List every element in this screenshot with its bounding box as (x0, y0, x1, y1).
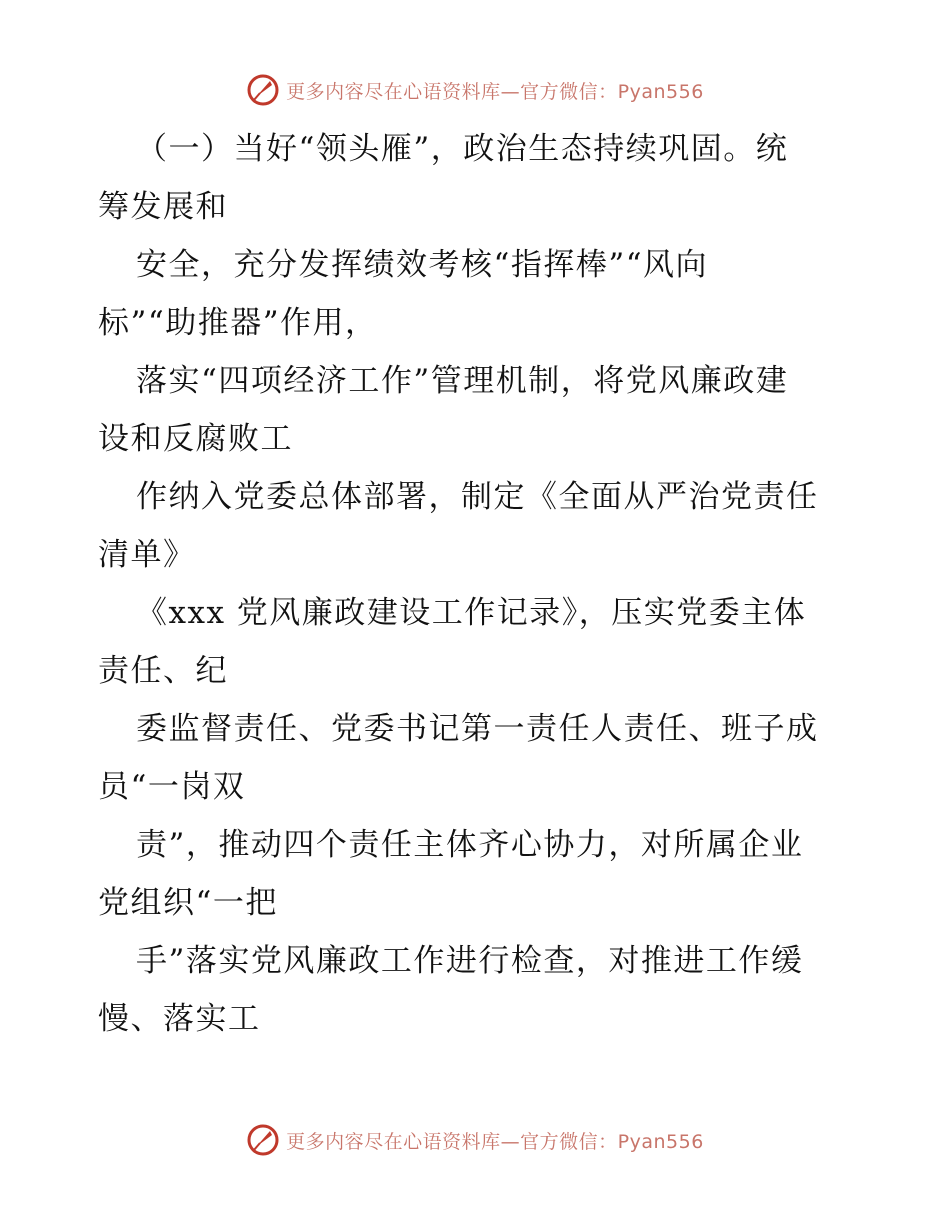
quill-logo-icon (246, 1123, 280, 1157)
line-text: 委监督责任、党委书记第一责任人责任、班子成 (136, 711, 819, 747)
line-text: 落实“四项经济工作”管理机制，将党风廉政建 (136, 363, 789, 399)
line-text: 手”落实党风廉政工作进行检查，对推进工作缓 (136, 943, 804, 979)
line-text: 责”，推动四个责任主体齐心协力，对所属企业 (136, 827, 804, 863)
line-text: 设和反腐败工 (98, 421, 293, 457)
line-text: （一）当好“领头雁”，政治生态持续巩固。统 (136, 131, 789, 167)
line-text: 作纳入党委总体部署，制定《全面从严治党责任 (136, 479, 819, 515)
line-text: 标”“助推器”作用， (98, 305, 378, 341)
line-text: 安全，充分发挥绩效考核“指挥棒”“风向 (136, 247, 709, 283)
line-text: 责任、纪 (98, 653, 228, 689)
paragraph-line (98, 468, 858, 584)
header-watermark (0, 70, 950, 110)
paragraph-line (98, 120, 858, 236)
watermark-text: 更多内容尽在心语资料库—官方微信：Pyan556 (286, 1130, 704, 1153)
watermark-text: 更多内容尽在心语资料库—官方微信：Pyan556 (286, 80, 704, 103)
paragraph-line (98, 700, 858, 816)
line-text: 清单》 (98, 537, 196, 573)
paragraph-line (98, 236, 858, 352)
paragraph-line (98, 584, 858, 700)
line-text: 慢、落实工 (98, 1001, 261, 1037)
paragraph-line (98, 932, 858, 1048)
line-text: 党组织“一把 (98, 885, 278, 921)
paragraph-line (98, 816, 858, 932)
footer-watermark (0, 1120, 950, 1160)
line-text: 员“一岗双 (98, 769, 246, 805)
document-body (98, 120, 858, 1048)
line-text: 《xxx 党风廉政建设工作记录》，压实党委主体 (136, 595, 807, 631)
paragraph-line (98, 352, 858, 468)
quill-logo-icon (246, 73, 280, 107)
line-text: 筹发展和 (98, 189, 228, 225)
